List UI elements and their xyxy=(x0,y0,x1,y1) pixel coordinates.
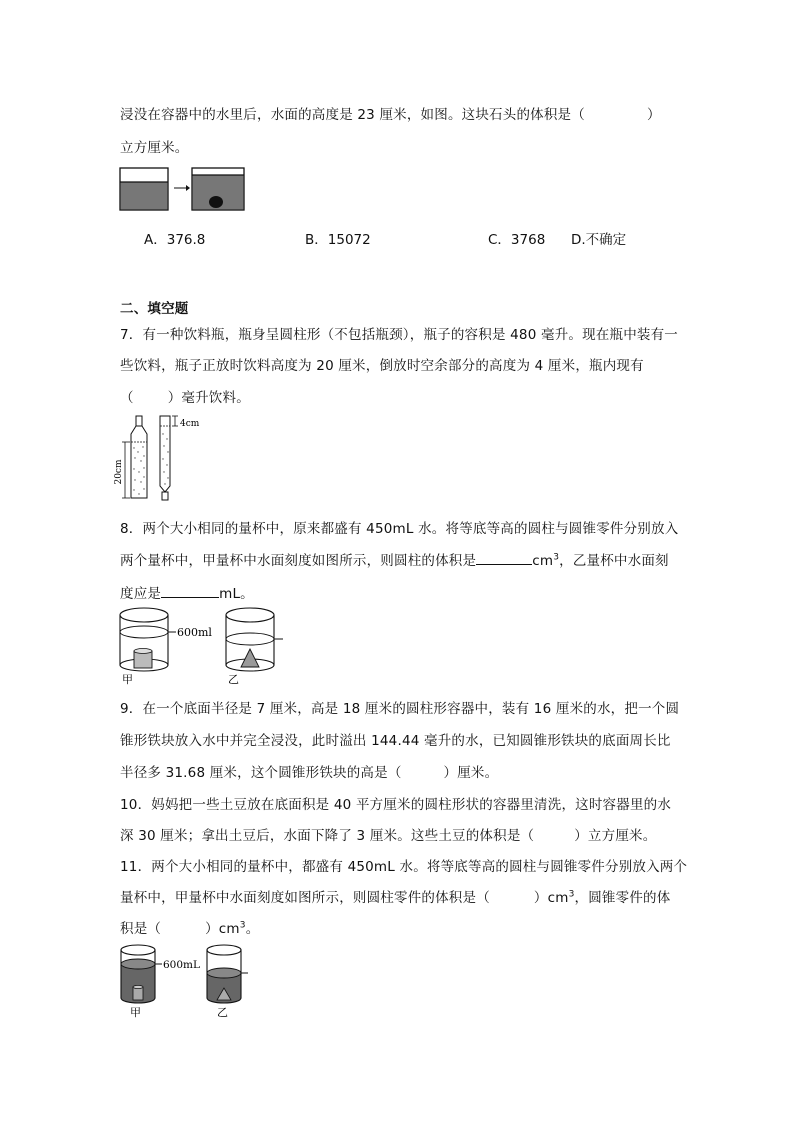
q8-figure-cups xyxy=(116,603,306,685)
q7-figure-bottles xyxy=(114,414,218,502)
q11-figure-cups xyxy=(116,942,266,1020)
q8-text-line3: 度应是 mL。 xyxy=(120,582,254,602)
q10-text-line2: 深 30 厘米；拿出土豆后，水面下降了 3 厘米。这些土豆的体积是（ ）立方厘米。 xyxy=(120,828,657,844)
q6-text-line1: 浸没在容器中的水里后，水面的高度是 23 厘米，如图。这块石头的体积是（ ） xyxy=(120,107,661,123)
q6-option-d[interactable]: D.不确定 xyxy=(571,232,627,248)
q7-fig-label-4cm: 4cm xyxy=(180,419,200,429)
q8-fig-label-jia: 甲 xyxy=(122,673,133,686)
q7-text-line3: （ ）毫升饮料。 xyxy=(120,390,250,406)
q6-option-c[interactable]: C．3768 xyxy=(488,232,546,248)
q6-option-b[interactable]: B．15072 xyxy=(305,232,371,248)
q11-text-line2: 量杯中，甲量杯中水面刻度如图所示，则圆柱零件的体积是（ ）$cm^3$，圆锥零件的体 xyxy=(120,889,671,906)
q8-fig-label-yi: 乙 xyxy=(228,673,239,686)
q6-text-line2: 立方厘米。 xyxy=(120,140,189,156)
q8-text-line1: 8．两个大小相同的量杯中，原来都盛有 450mL 水。将等底等高的圆柱与圆锥零件分别放入 xyxy=(120,521,679,537)
section-title: 二、填空题 xyxy=(120,301,189,317)
q11-fig-label-yi: 乙 xyxy=(217,1006,228,1019)
q11-fig-mark: 600mL xyxy=(163,959,200,971)
q9-text-line2: 锥形铁块放入水中并完全浸没，此时溢出 144.44 毫升的水，已知圆锥形铁块的底面周长比 xyxy=(120,733,671,749)
q6-option-a[interactable]: A．376.8 xyxy=(144,232,206,248)
q11-text-line3: 积是（ ）$cm^3$。 xyxy=(120,920,260,937)
q7-text-line2: 些饮料，瓶子正放时饮料高度为 20 厘米，倒放时空余部分的高度为 4 厘米，瓶内现有 xyxy=(120,358,644,374)
q7-text-line1: 7．有一种饮料瓶，瓶身呈圆柱形（不包括瓶颈），瓶子的容积是 480 毫升。现在瓶中装有一 xyxy=(120,327,678,343)
q11-text-line1: 11．两个大小相同的量杯中，都盛有 450mL 水。将等底等高的圆柱与圆锥零件分别放入两个 xyxy=(120,859,688,875)
q9-text-line1: 9．在一个底面半径是 7 厘米，高是 18 厘米的圆柱形容器中，装有 16 厘米的水，把一个圆 xyxy=(120,701,680,717)
q8-text-line2: 两个量杯中，甲量杯中水面刻度如图所示，则圆柱的体积是 $cm^3$，乙量杯中水面刻 xyxy=(120,549,669,569)
q11-fig-label-jia: 甲 xyxy=(130,1006,141,1019)
q9-text-line3: 半径多 31.68 厘米，这个圆锥形铁块的高是（ ）厘米。 xyxy=(120,765,499,781)
q8-fig-mark: 600ml xyxy=(177,626,212,639)
q10-text-line1: 10．妈妈把一些土豆放在底面积是 40 平方厘米的圆柱形状的容器里清洗，这时容器里的水 xyxy=(120,797,672,813)
q7-fig-label-20cm: 20cm xyxy=(114,459,124,485)
q6-figure-containers xyxy=(118,166,248,214)
